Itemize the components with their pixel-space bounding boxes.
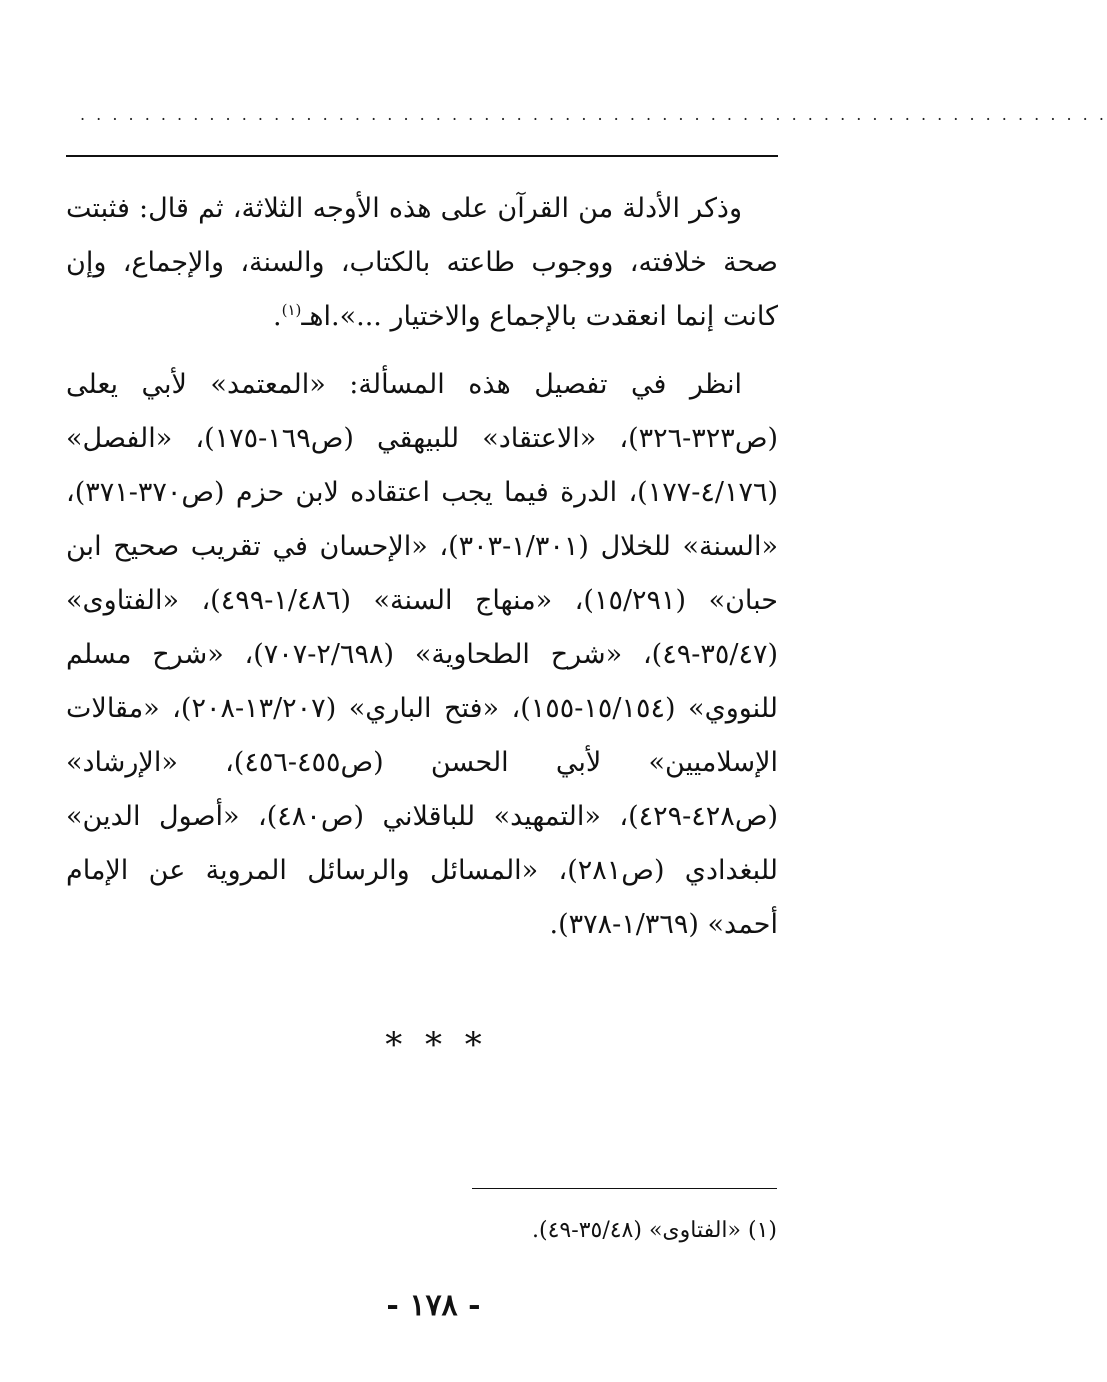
dotted-rule: . . . . . . . . . . . . . . . . . . . . . . . . . . . . . . . . . . . . . . . . . . . . . . . . . . . . . . . . . . . . . . . . [80, 105, 1107, 124]
paragraph-1-end: . [272, 301, 282, 332]
footnote: (١) «الفتاوى» (٣٥/٤٨-٤٩). [532, 1218, 777, 1243]
top-rule [66, 155, 778, 157]
paragraph-1-text: وذكر الأدلة من القرآن على هذه الأوجه الثلاثة، ثم قال: فثبتت صحة خلافته، ووجوب طاعته بالكتاب، والسنة، والإجماع، وإن كانت إنما انعقدت بالإجماع والاختيار ...».اهـ [66, 193, 778, 332]
paragraph-2: انظر في تفصيل هذه المسألة: «المعتمد» لأبي يعلى (ص٣٢٣-٣٢٦)، «الاعتقاد» للبيهقي (ص١٦٩-١٧٥)، «الفصل» (٤/١٧٦-١٧٧)، الدرة فيما يجب اعتقاده لابن حزم (ص٣٧٠-٣٧١)، «السنة» للخلال (١/٣٠١-٣٠٣)، «الإحسان في تقريب صحيح ابن حبان» (١٥/٢٩١)، «منهاج السنة» (١/٤٨٦-٤٩٩)، «الفتاوى» (٣٥/٤٧-٤٩)، «شرح الطحاوية» (٢/٦٩٨-٧٠٧)، «شرح مسلم للنووي» (١٥/١٥٤-١٥٥)، «فتح الباري» (١٣/٢٠٧-٢٠٨)، «مقالات الإسلاميين» لأبي الحسن (ص٤٥٥-٤٥٦)، «الإرشاد» (ص٤٢٨-٤٢٩)، «التمهيد» للباقلاني (ص٤٨٠)، «أصول الدين» للبغدادي (ص٢٨١)، «المسائل والرسائل المروية عن الإمام أحمد» (١/٣٦٩-٣٧٨). [66, 369, 779, 940]
footnote-reference: (١) [281, 301, 302, 319]
page-number: - ١٧٨ - [386, 1288, 481, 1323]
paragraph-gap [66, 344, 778, 358]
footnote-rule [472, 1188, 777, 1189]
paragraph-1 [66, 182, 778, 344]
main-text [66, 182, 778, 952]
section-separator: * * * [385, 1025, 482, 1065]
